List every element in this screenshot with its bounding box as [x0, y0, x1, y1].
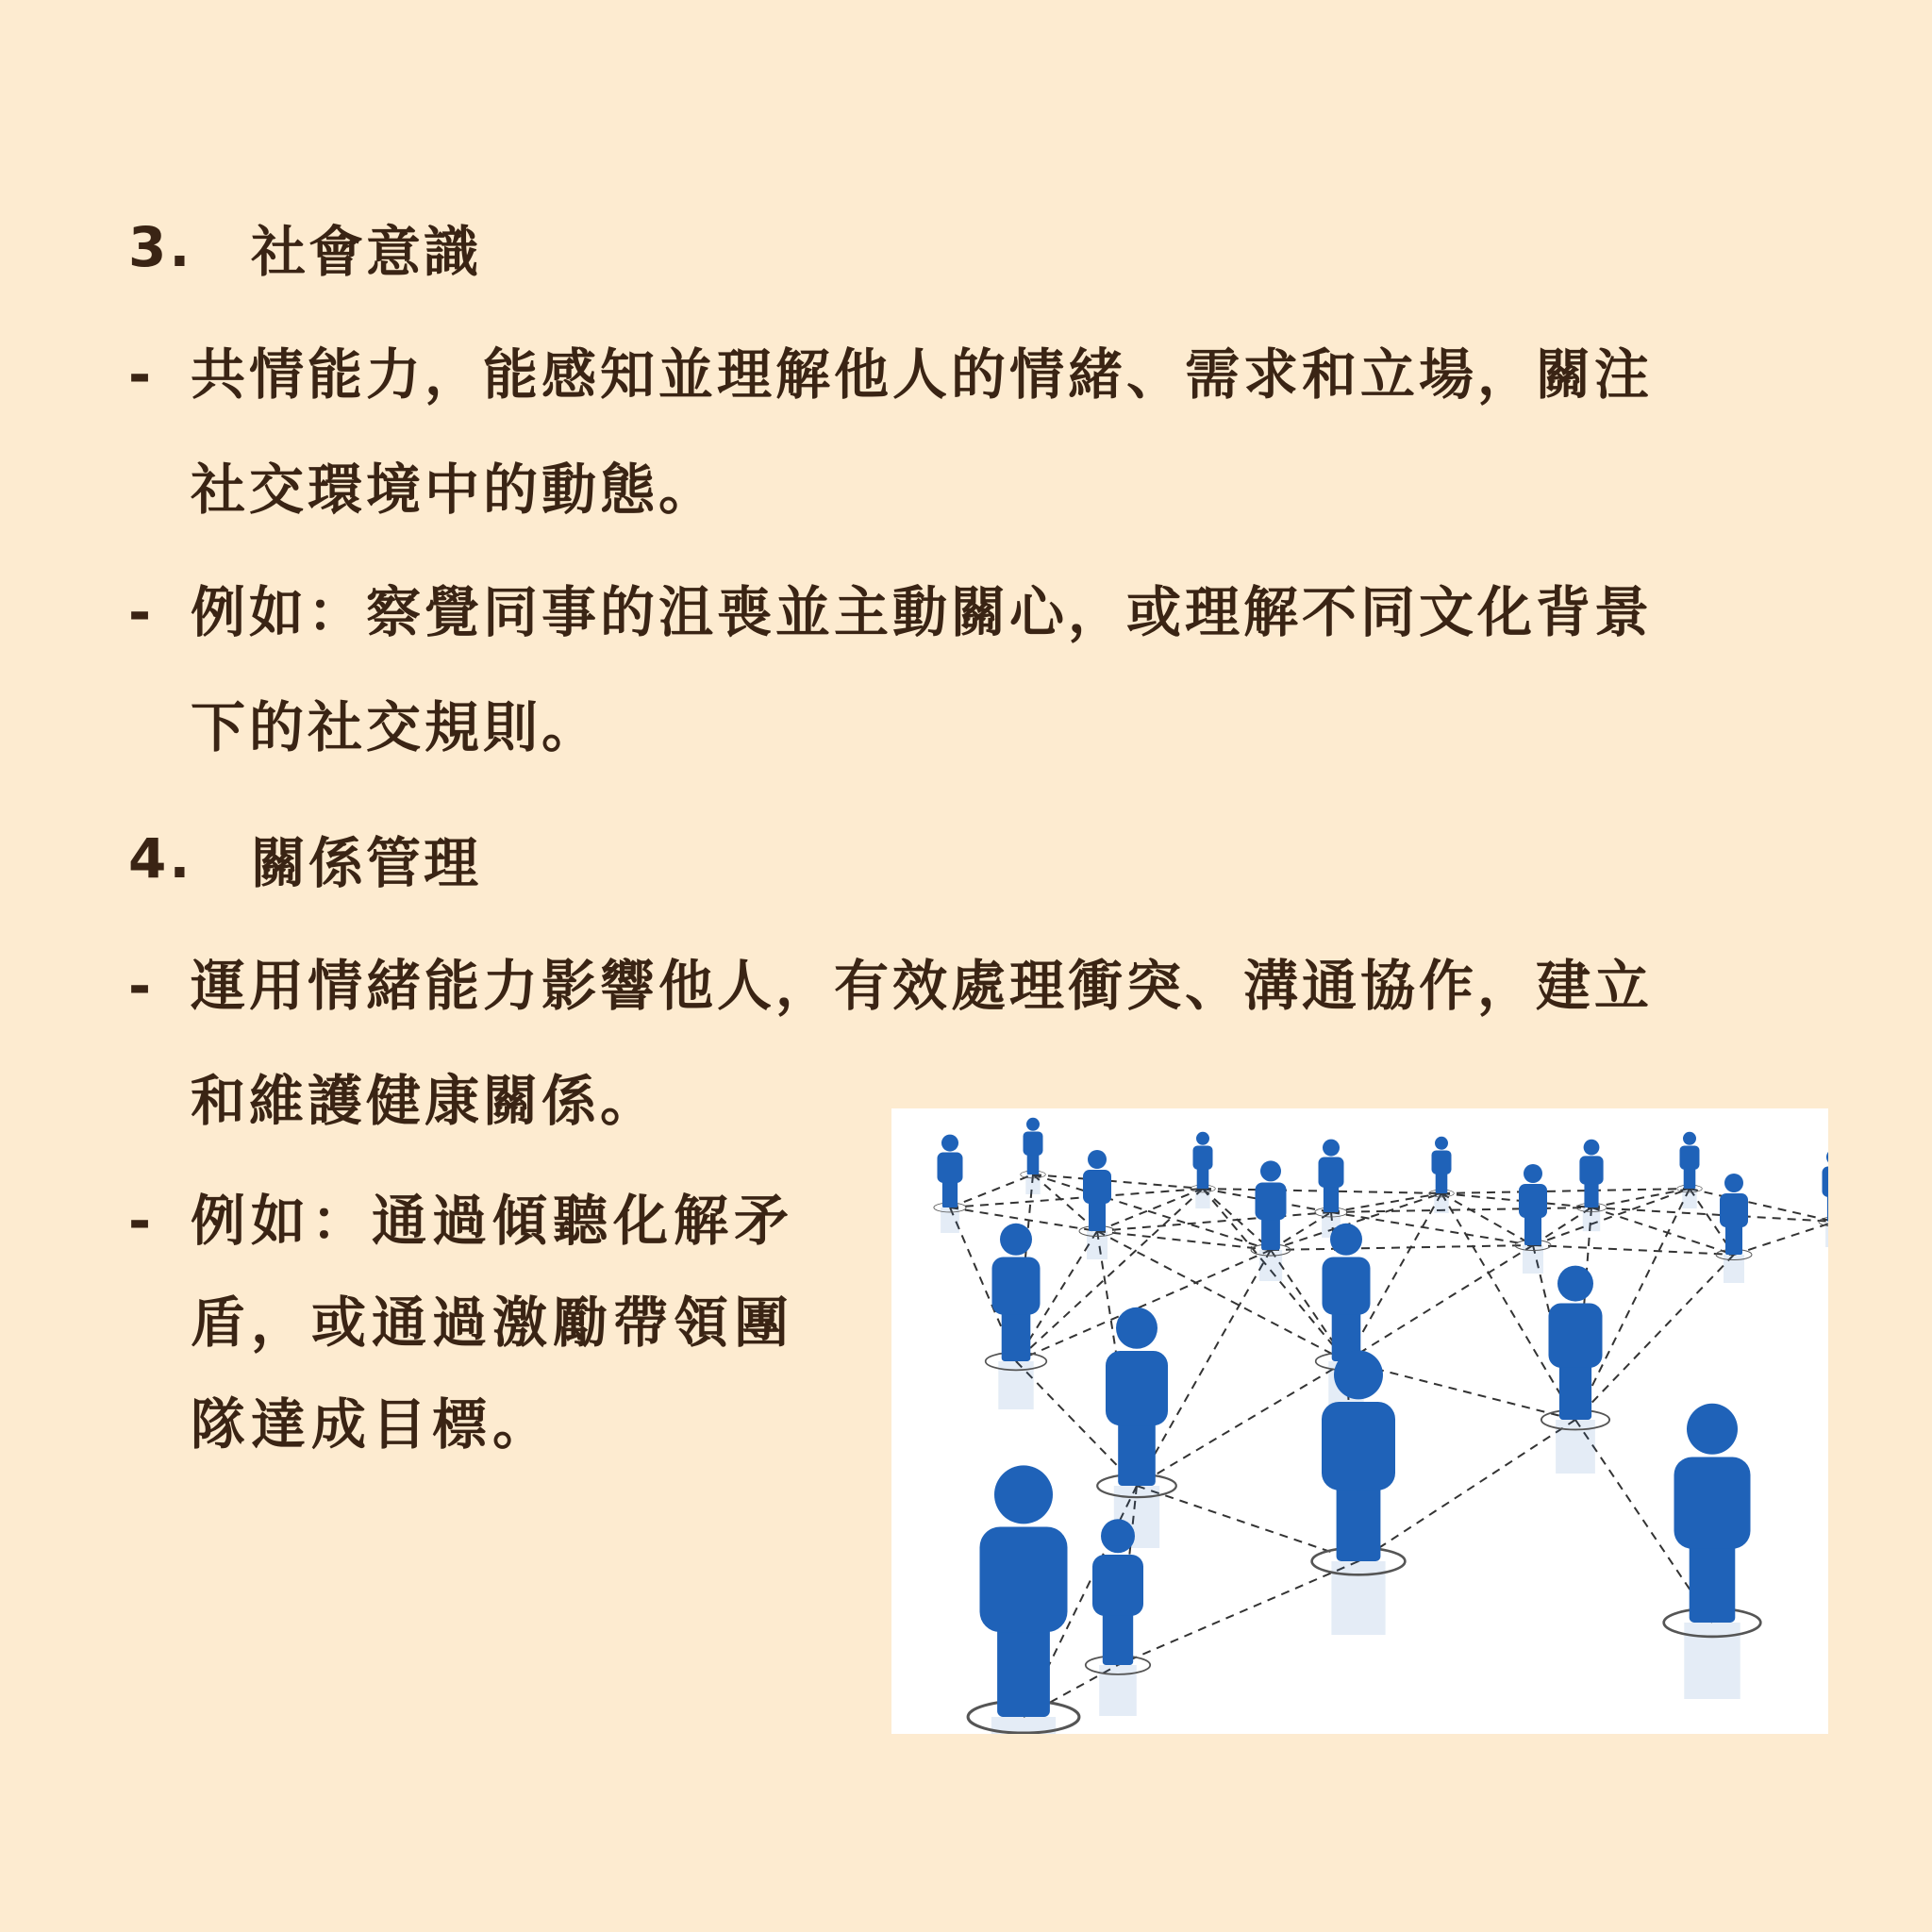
person-figure-icon [1079, 1150, 1115, 1259]
section-3-title: 社會意識 [251, 220, 482, 284]
section-3-number: 3. [128, 215, 193, 279]
bullet-line: 隊達成目標。 [191, 1392, 554, 1457]
network-connection-line [950, 1189, 1203, 1208]
person-figure-icon [1312, 1350, 1406, 1635]
bullet-line: 下的社交規則。 [191, 695, 601, 759]
bullet-line: 例如：察覺同事的沮喪並主動關心，或理解不同文化背景 [191, 580, 1654, 644]
person-figure-icon [968, 1465, 1079, 1734]
network-connection-line [1137, 1361, 1346, 1486]
network-connection-line [1271, 1245, 1533, 1250]
person-figure-icon [1097, 1307, 1176, 1548]
section-4-heading [128, 819, 481, 898]
network-connection-line [1118, 1561, 1358, 1665]
network-connection-line [1016, 1189, 1203, 1361]
person-figure-icon [1819, 1149, 1828, 1247]
network-connection-line [1097, 1189, 1203, 1231]
section-3-bullet-1 [128, 317, 1653, 547]
network-connection-line [1137, 1486, 1358, 1561]
network-connection-line [950, 1174, 1033, 1208]
network-connection-line [1441, 1193, 1591, 1208]
network-connection-line [1097, 1212, 1331, 1231]
network-connection-line [1734, 1222, 1828, 1255]
person-figure-icon [1021, 1118, 1046, 1194]
bullet-dash: - [128, 1189, 152, 1253]
person-figure-icon [1086, 1519, 1150, 1716]
network-connection-line [1591, 1189, 1690, 1208]
section-3-bullet-2 [128, 555, 1653, 785]
network-connection-line [1533, 1245, 1734, 1255]
network-connection-line [1203, 1189, 1441, 1193]
person-figure-icon [1677, 1132, 1703, 1208]
section-4-title: 關係管理 [251, 831, 482, 895]
person-figure-icon [1315, 1140, 1347, 1238]
people-network-icon [891, 1108, 1828, 1734]
section-4-bullet-2 [128, 1170, 794, 1475]
bullet-line: 例如：通過傾聽化解矛 [191, 1189, 795, 1253]
person-figure-icon [1191, 1132, 1216, 1208]
person-figure-icon [1515, 1164, 1551, 1274]
section-3-heading [128, 208, 481, 287]
network-connection-line [1346, 1245, 1533, 1361]
network-connection-line [1033, 1174, 1271, 1250]
network-connection-line [1441, 1189, 1690, 1193]
network-connection-line [1331, 1193, 1441, 1212]
bullet-line: 運用情緒能力影響他人，有效處理衝突、溝通協作，建立 [191, 954, 1654, 1018]
bullet-line: 和維護健康關係。 [191, 1069, 659, 1133]
people-network-illustration [891, 1108, 1828, 1734]
section-4-number: 4. [128, 826, 193, 891]
person-figure-icon [986, 1224, 1047, 1409]
person-figure-icon [934, 1135, 966, 1233]
bullet-line: 社交環境中的動態。 [191, 458, 718, 522]
bullet-line: 盾，或通過激勵帶領團 [191, 1291, 795, 1355]
bullet-dash: - [128, 580, 152, 644]
person-figure-icon [1576, 1140, 1607, 1231]
bullet-line: 共情能力，能感知並理解他人的情緒、需求和立場，關注 [191, 342, 1654, 407]
network-connection-line [1331, 1208, 1591, 1212]
bullet-dash: - [128, 342, 152, 407]
person-figure-icon [1429, 1137, 1455, 1213]
network-connection-line [1033, 1174, 1203, 1189]
person-figure-icon [1664, 1404, 1761, 1699]
bullet-dash: - [128, 954, 152, 1018]
person-figure-icon [1251, 1160, 1291, 1281]
